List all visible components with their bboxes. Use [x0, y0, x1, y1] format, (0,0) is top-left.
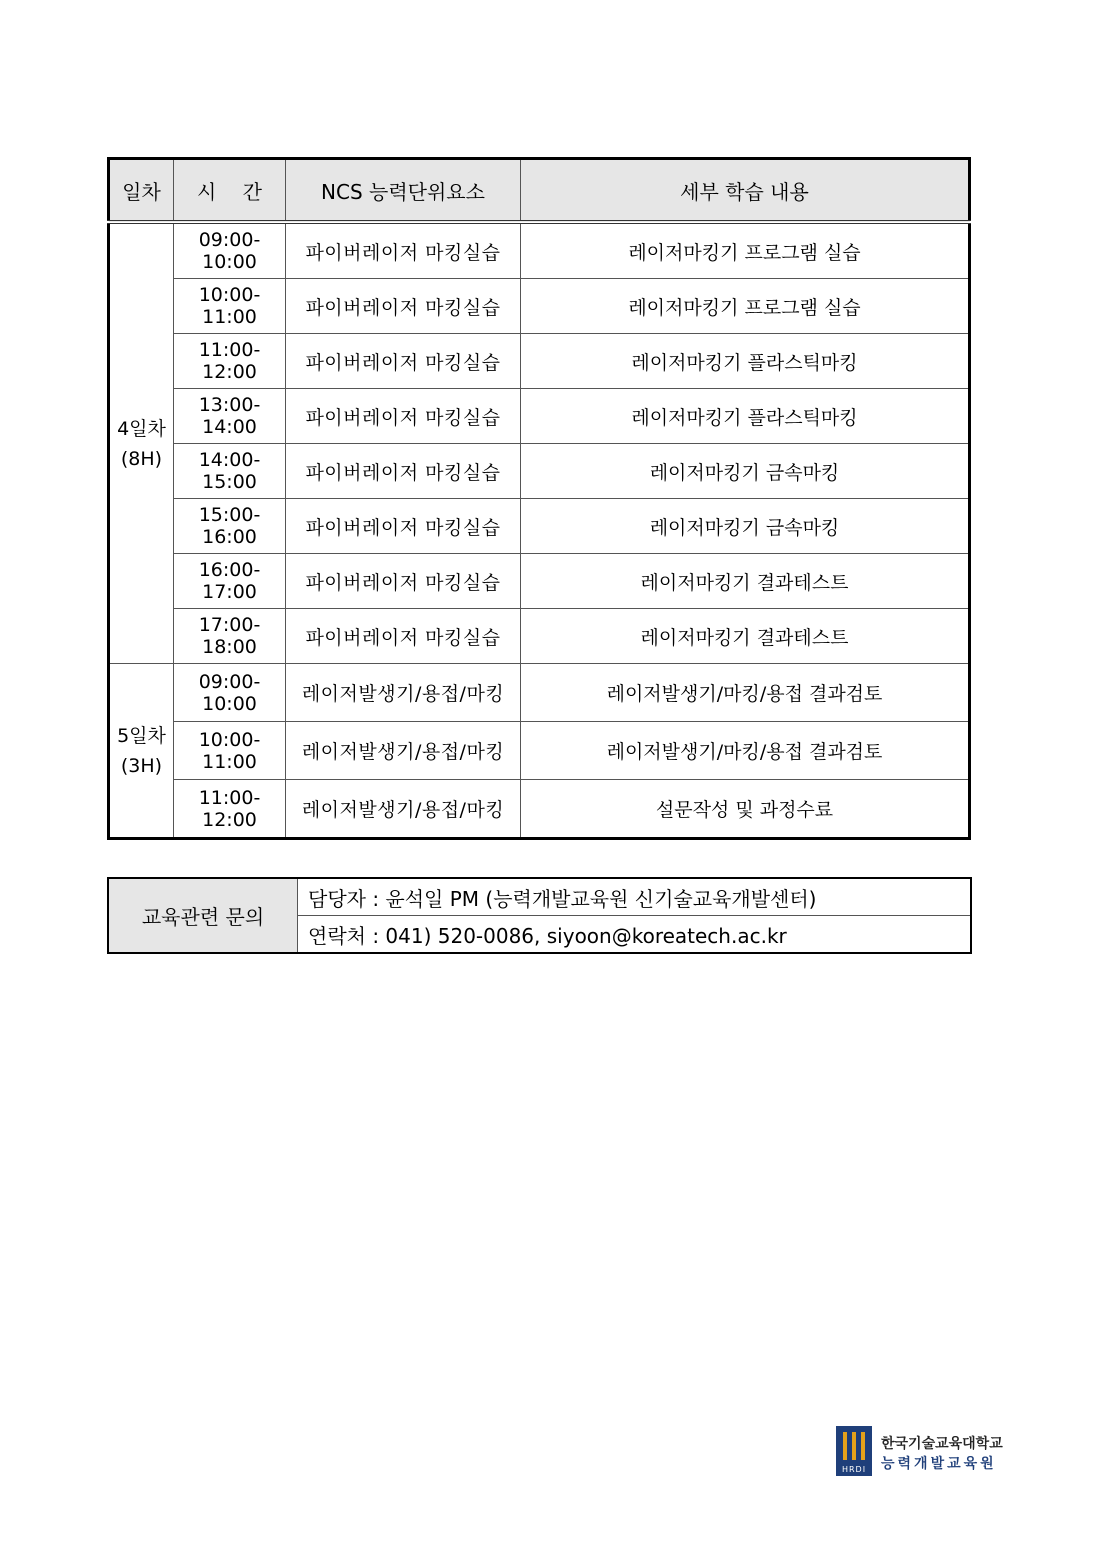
ncs-cell: 파이버레이저 마킹실습 — [286, 609, 521, 664]
institution-logo — [836, 1426, 1001, 1478]
contact-row-manager — [108, 878, 971, 916]
ncs-cell: 파이버레이저 마킹실습 — [286, 499, 521, 554]
detail-cell: 레이저발생기/마킹/용접 결과검토 — [521, 722, 970, 780]
contact-phone: 연락처 : 041) 520-0086, siyoon@koreatech.ac.kr — [298, 916, 972, 954]
header-time: 시 간 — [174, 159, 286, 223]
contact-table — [107, 877, 972, 954]
logo-institute-name: 능력개발교육원 — [881, 1456, 997, 1472]
time-cell: 17:00-18:00 — [174, 609, 286, 664]
table-row — [109, 609, 970, 664]
day4-hours: (8H) — [120, 447, 163, 470]
emblem-text: HRDI — [841, 1465, 867, 1474]
contact-manager: 담당자 : 윤석일 PM (능력개발교육원 신기술교육개발센터) — [298, 878, 972, 916]
contact-label: 교육관련 문의 — [108, 878, 298, 953]
detail-cell: 레이저마킹기 프로그램 실습 — [521, 222, 970, 279]
ncs-cell: 파이버레이저 마킹실습 — [286, 444, 521, 499]
table-row — [109, 499, 970, 554]
detail-cell: 설문작성 및 과정수료 — [521, 780, 970, 839]
ncs-cell: 파이버레이저 마킹실습 — [286, 334, 521, 389]
detail-cell: 레이저마킹기 결과테스트 — [521, 554, 970, 609]
ncs-cell: 파이버레이저 마킹실습 — [286, 389, 521, 444]
day5-hours: (3H) — [120, 754, 163, 777]
ncs-cell: 파이버레이저 마킹실습 — [286, 279, 521, 334]
ncs-cell: 파이버레이저 마킹실습 — [286, 554, 521, 609]
table-row — [109, 222, 970, 279]
table-row — [109, 554, 970, 609]
detail-cell: 레이저마킹기 결과테스트 — [521, 609, 970, 664]
logo-university-name: 한국기술교육대학교 — [881, 1436, 1003, 1452]
table-row — [109, 389, 970, 444]
header-detail: 세부 학습 내용 — [521, 159, 970, 223]
time-cell: 10:00-11:00 — [174, 279, 286, 334]
time-cell: 16:00-17:00 — [174, 554, 286, 609]
table-row — [109, 444, 970, 499]
detail-cell: 레이저마킹기 프로그램 실습 — [521, 279, 970, 334]
table-row — [109, 334, 970, 389]
time-cell: 11:00-12:00 — [174, 780, 286, 839]
time-cell: 14:00-15:00 — [174, 444, 286, 499]
ncs-cell: 레이저발생기/용접/마킹 — [286, 664, 521, 722]
detail-cell: 레이저마킹기 금속마킹 — [521, 444, 970, 499]
detail-cell: 레이저마킹기 플라스틱마킹 — [521, 334, 970, 389]
day5-label: 5일차 — [117, 724, 166, 747]
day4-label: 4일차 — [117, 417, 166, 440]
table-row — [109, 780, 970, 839]
table-row — [109, 722, 970, 780]
day4-cell — [109, 222, 174, 664]
table-row — [109, 664, 970, 722]
header-day: 일차 — [109, 159, 174, 223]
time-cell: 09:00-10:00 — [174, 664, 286, 722]
table-row — [109, 279, 970, 334]
time-cell: 10:00-11:00 — [174, 722, 286, 780]
time-cell: 15:00-16:00 — [174, 499, 286, 554]
time-cell: 13:00-14:00 — [174, 389, 286, 444]
day5-cell — [109, 664, 174, 839]
time-cell: 11:00-12:00 — [174, 334, 286, 389]
hrdi-emblem-icon — [836, 1426, 872, 1476]
time-cell: 09:00-10:00 — [174, 222, 286, 279]
ncs-cell: 레이저발생기/용접/마킹 — [286, 780, 521, 839]
ncs-cell: 파이버레이저 마킹실습 — [286, 222, 521, 279]
detail-cell: 레이저발생기/마킹/용접 결과검토 — [521, 664, 970, 722]
ncs-cell: 레이저발생기/용접/마킹 — [286, 722, 521, 780]
header-ncs: NCS 능력단위요소 — [286, 159, 521, 223]
header-row — [109, 159, 970, 223]
detail-cell: 레이저마킹기 플라스틱마킹 — [521, 389, 970, 444]
schedule-table — [107, 157, 971, 840]
detail-cell: 레이저마킹기 금속마킹 — [521, 499, 970, 554]
